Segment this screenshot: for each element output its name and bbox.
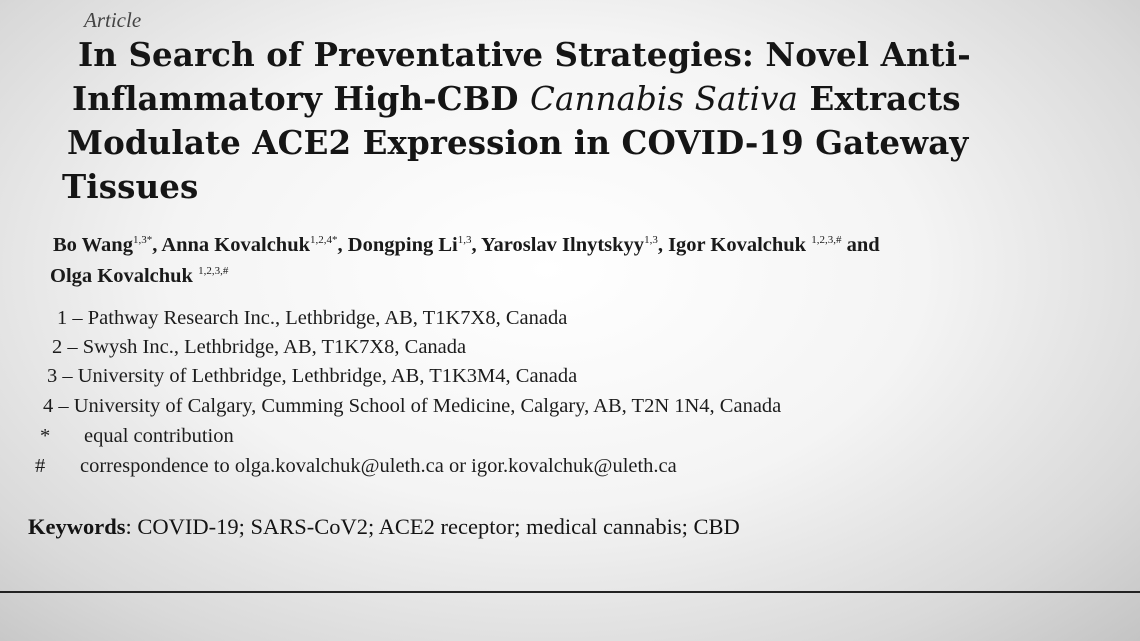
affiliation-number: 1 –: [57, 307, 83, 329]
author-separator: and: [841, 234, 880, 256]
affiliation-number: 3 –: [47, 365, 73, 387]
affiliation-item: [52, 333, 466, 362]
author-affiliation-marks: 1,3*: [132, 234, 153, 246]
author-separator: ,: [471, 234, 481, 256]
author-line-2: [50, 261, 1135, 292]
article-type-label: Article: [84, 8, 142, 32]
author-separator: ,: [152, 234, 162, 256]
author-affiliation-marks: 1,2,3,#: [198, 265, 229, 277]
footnote-symbol: *: [40, 425, 51, 447]
author-list: [50, 230, 1135, 292]
title-line-4: Tissues: [62, 167, 199, 206]
author-name: Dongping Li: [347, 234, 458, 256]
author-name: Yaroslav Ilnytskyy: [480, 234, 645, 256]
author-separator: ,: [337, 234, 348, 256]
affiliation-item: [57, 304, 567, 333]
affiliation-number: 2 –: [52, 336, 78, 358]
affiliation-text: Pathway Research Inc., Lethbridge, AB, T1K7X8, Canada: [87, 307, 568, 329]
title-line-2-start: Inflammatory High-CBD: [72, 79, 530, 118]
keywords-text: : COVID-19; SARS-CoV2; ACE2 receptor; medical cannabis; CBD: [125, 514, 740, 539]
affiliation-text: Swysh Inc., Lethbridge, AB, T1K7X8, Canada: [82, 336, 467, 358]
author-affiliation-marks: 1,3: [644, 234, 658, 246]
footnote-text: correspondence to olga.kovalchuk@uleth.ca or igor.kovalchuk@uleth.ca: [80, 455, 677, 477]
author-name: Anna Kovalchuk: [161, 234, 311, 256]
keywords-line: [28, 514, 740, 540]
horizontal-divider: [0, 591, 1140, 593]
affiliation-item: [43, 392, 781, 421]
affiliation-item: [47, 362, 577, 391]
affiliation-number: 4 –: [43, 395, 69, 417]
footnote-symbol: #: [35, 455, 46, 477]
author-line-1: [50, 230, 1135, 261]
footnote-item: [35, 452, 677, 481]
title-line-1: In Search of Preventative Strategies: Novel Anti-: [78, 35, 971, 74]
affiliation-text: University of Lethbridge, Lethbridge, AB, T1K3M4, Canada: [77, 365, 578, 387]
author-name: Igor Kovalchuk: [668, 234, 812, 256]
affiliation-text: University of Calgary, Cumming School of Medicine, Calgary, AB, T2N 1N4, Canada: [73, 395, 782, 417]
keywords-label: Keywords: [28, 514, 126, 539]
footnote-item: [40, 422, 234, 451]
author-affiliation-marks: 1,2,3,#: [811, 234, 842, 246]
footnote-text: equal contribution: [84, 425, 234, 447]
author-affiliation-marks: 1,3: [457, 234, 472, 246]
author-name: Olga Kovalchuk: [50, 265, 199, 287]
title-species-name: Cannabis Sativa: [530, 80, 799, 118]
author-name: Bo Wang: [53, 234, 133, 256]
author-separator: ,: [657, 234, 669, 256]
title-line-3: Modulate ACE2 Expression in COVID-19 Gateway: [67, 123, 969, 162]
title-line-2: [62, 77, 1132, 121]
author-affiliation-marks: 1,2,4*: [310, 234, 338, 246]
title-line-2-end: Extracts: [798, 79, 961, 118]
paper-title: [62, 33, 1132, 209]
